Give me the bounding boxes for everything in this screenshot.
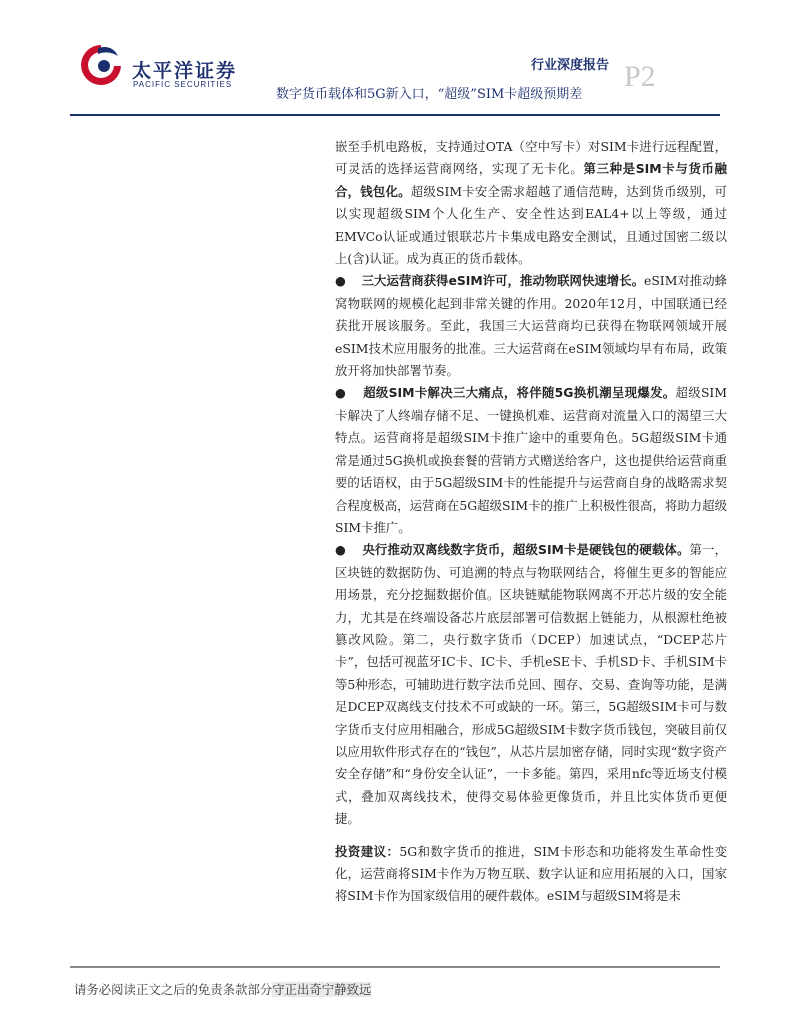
bullet-icon: ● [335,542,346,558]
investment-advice-text: 5G和数字货币的推进，SIM卡形态和功能将发生革命性变化，运营商将SIM卡作为万物互联、数字认证和应用拓展的入口，国家将SIM卡作为国家级信用的硬件载体。eSIM与超级SIM将是未 [335,843,728,904]
spacer [335,831,727,841]
investment-advice [335,841,727,908]
bullet-dcep [335,539,727,830]
page-footer [74,980,371,998]
bullet-esim-license [335,270,727,382]
bullet-text: 第一，区块链的数据防伪、可追溯的特点与物联网结合，将催生更多的智能应用场景，充分挖掘数据价值。区块链赋能物联网离不开芯片级的安全能力，尤其是在终端设备芯片底层部署可信数据上链能力，从根源杜绝被篡改风险。第二，央行数字货币（DCEP）加速试点，“DCEP芯片卡”，包括可视蓝牙IC卡、IC卡、手机eSE卡、手机SD卡、手机SIM卡等5种形态，可辅助进行数字法币兑回、囤存、交易、查询等功能，是满足DCEP双离线支付技术不可或缺的一环。第三，5G超级SIM卡可与数字货币支付应用相融合，形成5G超级SIM卡数字货币钱包，突破目前仅以应用软件形式存在的“钱包”，从芯片层加密存储，同时实现“数字资产安全存储”和“身份安全认证”，一卡多能。第四，采用nfc等近场支付模式，叠加双离线技术，使得交易体验更像货币，并且比实体货币更便捷。 [335,542,727,827]
disclaimer-text: 请务必阅读正文之后的免责条款部分 [74,982,273,997]
main-content [335,136,727,908]
bullet-super-sim-5g [335,382,727,539]
company-motto: 守正出奇宁静致远 [272,982,372,997]
bullet-text: eSIM对推动蜂窝物联网的规模化起到非常关键的作用。2020年12月，中国联通已经获批开展该服务。至此，我国三大运营商均已获得在物联网领域开展eSIM技术应用服务的批准。三大运营商在eSIM领域均早有布局，政策放开将加快部署节奏。 [335,273,727,379]
bullet-heading: 三大运营商获得eSIM许可，推动物联网快速增长。 [361,273,644,289]
bullet-icon: ● [335,273,346,289]
bullet-icon: ● [335,385,347,401]
header-divider [70,114,720,116]
paragraph-text: 嵌至手机电路板，支持通过OTA（空中写卡）对SIM卡进行远程配置，可灵活的选择运营商网络，实现了无卡化。 [335,139,727,177]
document-title: 数字货币载体和5G新入口，“超级”SIM卡超级预期差 [276,87,583,102]
page-number: P2 [624,60,656,93]
paragraph-emphasis: 第三种是SIM卡与货币融合，钱包化。 [335,161,728,199]
paragraph-text: 超级SIM卡安全需求超越了通信范畴，达到货币级别，可以实现超级SIM个人化生产、安全性达到EAL4+以上等级，通过EMVCo认证或通过银联芯片卡集成电路安全测试，且通过国密二级以上(含)认证。成为真正的货币载体。 [335,183,728,267]
page-header [0,0,791,120]
bullet-heading: 超级SIM卡解决三大痛点，将伴随5G换机潮呈现爆发。 [363,385,676,401]
brand-name-en: PACIFIC SECURITIES [133,80,233,89]
investment-advice-label: 投资建议： [335,843,400,859]
bullet-heading: 央行推动双离线数字货币，超级SIM卡是硬钱包的硬载体。 [362,542,690,558]
paragraph-sim-types [335,136,727,270]
bullet-text: 超级SIM卡解决了人终端存储不足、一键换机难、运营商对流量入口的渴望三大特点。运营商将是超级SIM卡推广途中的重要角色。5G超级SIM卡通常是通过5G换机或换套餐的营销方式赠送给客户，这也提供给运营商重要的话语权，由于5G超级SIM卡的性能提升与运营商自身的战略需求契合程度极高，运营商在5G超级SIM卡的推广上积极性很高，将助力超级SIM卡推广。 [335,385,728,535]
report-type: 行业深度报告 [531,58,610,73]
footer-divider [70,966,720,968]
pacific-securities-logo-icon [78,42,124,86]
brand-name-cn: 太平洋证券 [132,60,238,82]
